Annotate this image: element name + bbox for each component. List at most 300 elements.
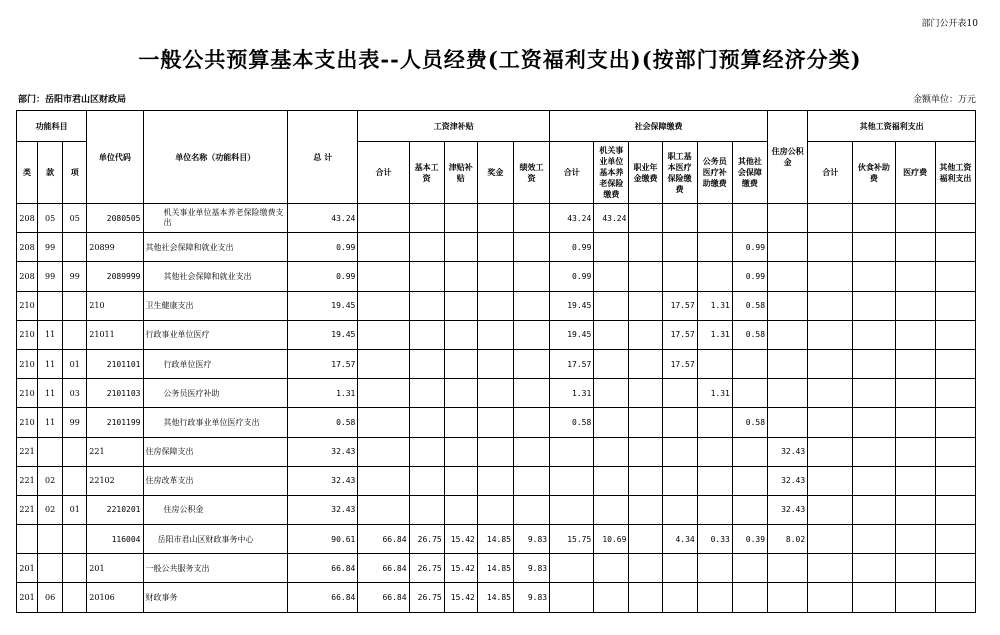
cell-medical xyxy=(662,437,697,466)
cell-med-fee xyxy=(895,262,935,291)
cell-basic-wage: 26.75 xyxy=(409,554,444,583)
header-unit-code: 单位代码 xyxy=(87,111,143,204)
cell-kuan: 11 xyxy=(38,320,63,349)
cell-other-social xyxy=(732,349,767,378)
cell-medical: 17.57 xyxy=(662,291,697,320)
cell-performance xyxy=(513,437,549,466)
cell-bonus xyxy=(477,262,513,291)
cell-bonus xyxy=(477,204,513,233)
cell-med-fee xyxy=(895,408,935,437)
cell-bonus xyxy=(477,379,513,408)
cell-xiang: 01 xyxy=(63,495,87,524)
cell-other-welfare xyxy=(935,262,975,291)
cell-total: 1.31 xyxy=(288,379,358,408)
cell-annuity xyxy=(629,233,662,262)
cell-other-welfare xyxy=(935,525,975,554)
cell-bonus xyxy=(477,320,513,349)
table-row xyxy=(17,320,976,349)
cell-total: 43.24 xyxy=(288,204,358,233)
cell-unit-code: 21011 xyxy=(87,320,143,349)
cell-total: 32.43 xyxy=(288,437,358,466)
cell-annuity xyxy=(629,204,662,233)
cell-other-welfare xyxy=(935,379,975,408)
cell-unit-code: 2101103 xyxy=(87,379,143,408)
cell-performance xyxy=(513,291,549,320)
table-row xyxy=(17,291,976,320)
cell-annuity xyxy=(629,408,662,437)
cell-kuan: 11 xyxy=(38,349,63,378)
cell-lei: 210 xyxy=(17,379,38,408)
cell-annuity xyxy=(629,379,662,408)
cell-housing-fund: 8.02 xyxy=(768,525,808,554)
cell-allowance: 15.42 xyxy=(444,554,477,583)
cell-pension: 10.69 xyxy=(594,525,629,554)
cell-other-welfare xyxy=(935,204,975,233)
cell-housing-fund xyxy=(768,233,808,262)
cell-pension xyxy=(594,583,629,612)
cell-unit-code: 2101199 xyxy=(87,408,143,437)
cell-wage-sum xyxy=(358,408,409,437)
cell-medical xyxy=(662,408,697,437)
cell-medical: 4.34 xyxy=(662,525,697,554)
cell-annuity xyxy=(629,466,662,495)
cell-meal xyxy=(853,495,895,524)
cell-kuan: 02 xyxy=(38,495,63,524)
cell-civil-medical xyxy=(697,583,732,612)
cell-bonus xyxy=(477,233,513,262)
cell-unit-code: 221 xyxy=(87,437,143,466)
cell-other-sum xyxy=(808,437,853,466)
table-row xyxy=(17,495,976,524)
cell-kuan: 11 xyxy=(38,379,63,408)
cell-pension xyxy=(594,291,629,320)
cell-allowance xyxy=(444,233,477,262)
cell-wage-sum xyxy=(358,291,409,320)
cell-performance xyxy=(513,233,549,262)
cell-unit-name: 其他行政事业单位医疗支出 xyxy=(143,408,288,437)
header-allowance: 津贴补贴 xyxy=(444,142,477,204)
table-row xyxy=(17,349,976,378)
cell-other-sum xyxy=(808,204,853,233)
cell-other-social: 0.58 xyxy=(732,408,767,437)
cell-social-sum: 0.99 xyxy=(550,262,594,291)
cell-unit-name: 岳阳市君山区财政事务中心 xyxy=(143,525,288,554)
header-other-group: 其他工资福利支出 xyxy=(808,111,976,142)
cell-med-fee xyxy=(895,291,935,320)
header-performance: 绩效工资 xyxy=(513,142,549,204)
cell-housing-fund xyxy=(768,349,808,378)
header-xiang: 项 xyxy=(63,142,87,204)
cell-social-sum: 17.57 xyxy=(550,349,594,378)
cell-other-sum xyxy=(808,233,853,262)
cell-performance xyxy=(513,349,549,378)
cell-xiang xyxy=(63,583,87,612)
cell-housing-fund xyxy=(768,379,808,408)
cell-annuity xyxy=(629,320,662,349)
cell-other-social xyxy=(732,204,767,233)
table-row xyxy=(17,204,976,233)
cell-performance xyxy=(513,466,549,495)
budget-table xyxy=(16,110,976,613)
cell-meal xyxy=(853,320,895,349)
table-row xyxy=(17,554,976,583)
cell-other-social xyxy=(732,379,767,408)
cell-bonus xyxy=(477,437,513,466)
header-housing-fund: 住房公积金 xyxy=(768,111,808,204)
cell-housing-fund xyxy=(768,204,808,233)
cell-medical: 17.57 xyxy=(662,349,697,378)
cell-kuan: 11 xyxy=(38,408,63,437)
cell-unit-name: 机关事业单位基本养老保险缴费支出 xyxy=(143,204,288,233)
cell-pension xyxy=(594,554,629,583)
cell-kuan: 06 xyxy=(38,583,63,612)
cell-wage-sum: 66.84 xyxy=(358,554,409,583)
header-civil-medical: 公务员医疗补助缴费 xyxy=(697,142,732,204)
cell-wage-sum xyxy=(358,262,409,291)
cell-performance xyxy=(513,320,549,349)
cell-meal xyxy=(853,554,895,583)
cell-pension xyxy=(594,320,629,349)
cell-civil-medical xyxy=(697,495,732,524)
cell-social-sum: 0.99 xyxy=(550,233,594,262)
cell-total: 90.61 xyxy=(288,525,358,554)
cell-unit-name: 其他社会保障和就业支出 xyxy=(143,233,288,262)
cell-med-fee xyxy=(895,379,935,408)
cell-basic-wage xyxy=(409,204,444,233)
cell-unit-code: 2080505 xyxy=(87,204,143,233)
cell-civil-medical xyxy=(697,466,732,495)
cell-med-fee xyxy=(895,525,935,554)
cell-medical xyxy=(662,204,697,233)
cell-other-welfare xyxy=(935,320,975,349)
header-annuity: 职业年金缴费 xyxy=(629,142,662,204)
cell-xiang: 03 xyxy=(63,379,87,408)
table-number-label: 部门公开表10 xyxy=(921,19,978,29)
header-basic-wage: 基本工资 xyxy=(409,142,444,204)
cell-social-sum xyxy=(550,583,594,612)
cell-unit-name: 公务员医疗补助 xyxy=(143,379,288,408)
cell-med-fee xyxy=(895,320,935,349)
cell-housing-fund xyxy=(768,408,808,437)
header-pension: 机关事业单位基本养老保险缴费 xyxy=(594,142,629,204)
cell-lei: 208 xyxy=(17,262,38,291)
cell-other-sum xyxy=(808,525,853,554)
department-label: 部门：岳阳市君山区财政局 xyxy=(18,95,127,105)
cell-other-welfare xyxy=(935,437,975,466)
cell-other-welfare xyxy=(935,466,975,495)
cell-xiang xyxy=(63,233,87,262)
cell-med-fee xyxy=(895,204,935,233)
cell-xiang xyxy=(63,554,87,583)
header-kuan: 款 xyxy=(38,142,63,204)
cell-bonus xyxy=(477,291,513,320)
header-social-sum: 合计 xyxy=(550,142,594,204)
cell-performance: 9.83 xyxy=(513,583,549,612)
cell-other-welfare xyxy=(935,349,975,378)
cell-med-fee xyxy=(895,495,935,524)
cell-basic-wage: 26.75 xyxy=(409,583,444,612)
cell-other-sum xyxy=(808,349,853,378)
cell-kuan xyxy=(38,291,63,320)
cell-social-sum xyxy=(550,466,594,495)
cell-kuan: 02 xyxy=(38,466,63,495)
cell-annuity xyxy=(629,525,662,554)
cell-pension xyxy=(594,437,629,466)
cell-unit-code: 210 xyxy=(87,291,143,320)
cell-unit-code: 2101101 xyxy=(87,349,143,378)
cell-annuity xyxy=(629,495,662,524)
cell-wage-sum xyxy=(358,349,409,378)
cell-lei: 208 xyxy=(17,233,38,262)
cell-other-social xyxy=(732,495,767,524)
cell-med-fee xyxy=(895,583,935,612)
cell-medical xyxy=(662,495,697,524)
cell-meal xyxy=(853,466,895,495)
cell-social-sum: 19.45 xyxy=(550,320,594,349)
cell-wage-sum xyxy=(358,320,409,349)
cell-total: 66.84 xyxy=(288,583,358,612)
cell-other-social: 0.58 xyxy=(732,320,767,349)
cell-lei: 201 xyxy=(17,554,38,583)
cell-bonus xyxy=(477,495,513,524)
cell-unit-name: 住房保障支出 xyxy=(143,437,288,466)
cell-other-social xyxy=(732,437,767,466)
cell-xiang: 99 xyxy=(63,408,87,437)
cell-other-sum xyxy=(808,291,853,320)
cell-social-sum: 0.58 xyxy=(550,408,594,437)
cell-basic-wage xyxy=(409,379,444,408)
cell-unit-name: 财政事务 xyxy=(143,583,288,612)
header-lei: 类 xyxy=(17,142,38,204)
table-row xyxy=(17,466,976,495)
cell-annuity xyxy=(629,349,662,378)
cell-unit-name: 行政单位医疗 xyxy=(143,349,288,378)
cell-xiang xyxy=(63,525,87,554)
cell-annuity xyxy=(629,291,662,320)
cell-total: 32.43 xyxy=(288,466,358,495)
table-row xyxy=(17,437,976,466)
cell-other-sum xyxy=(808,262,853,291)
table-row xyxy=(17,233,976,262)
cell-wage-sum xyxy=(358,233,409,262)
cell-unit-name: 住房公积金 xyxy=(143,495,288,524)
cell-allowance xyxy=(444,495,477,524)
header-unit-name: 单位名称（功能科目） xyxy=(143,111,288,204)
cell-xiang: 05 xyxy=(63,204,87,233)
cell-other-social xyxy=(732,466,767,495)
cell-performance: 9.83 xyxy=(513,554,549,583)
cell-other-social xyxy=(732,583,767,612)
header-func-subject: 功能科目 xyxy=(17,111,87,142)
cell-xiang xyxy=(63,320,87,349)
header-other-social: 其他社会保障缴费 xyxy=(732,142,767,204)
cell-unit-name: 住房改革支出 xyxy=(143,466,288,495)
cell-unit-name: 行政事业单位医疗 xyxy=(143,320,288,349)
cell-annuity xyxy=(629,554,662,583)
cell-civil-medical: 1.31 xyxy=(697,379,732,408)
cell-meal xyxy=(853,233,895,262)
cell-other-sum xyxy=(808,554,853,583)
table-row xyxy=(17,379,976,408)
cell-social-sum xyxy=(550,437,594,466)
cell-unit-name: 其他社会保障和就业支出 xyxy=(143,262,288,291)
cell-other-sum xyxy=(808,583,853,612)
cell-civil-medical xyxy=(697,408,732,437)
cell-wage-sum: 66.84 xyxy=(358,525,409,554)
cell-basic-wage: 26.75 xyxy=(409,525,444,554)
cell-annuity xyxy=(629,262,662,291)
cell-social-sum xyxy=(550,495,594,524)
cell-housing-fund xyxy=(768,554,808,583)
header-social-group: 社会保障缴费 xyxy=(550,111,768,142)
cell-total: 17.57 xyxy=(288,349,358,378)
header-other-welfare: 其他工资福利支出 xyxy=(935,142,975,204)
cell-total: 0.99 xyxy=(288,233,358,262)
cell-lei: 221 xyxy=(17,437,38,466)
cell-bonus xyxy=(477,349,513,378)
cell-basic-wage xyxy=(409,437,444,466)
cell-kuan: 99 xyxy=(38,262,63,291)
cell-housing-fund xyxy=(768,262,808,291)
cell-bonus xyxy=(477,408,513,437)
cell-xiang: 99 xyxy=(63,262,87,291)
cell-allowance xyxy=(444,262,477,291)
page-title: 一般公共预算基本支出表--人员经费(工资福利支出)(按部门预算经济分类) xyxy=(138,47,862,72)
cell-lei: 210 xyxy=(17,408,38,437)
cell-total: 0.99 xyxy=(288,262,358,291)
header-med-fee: 医疗费 xyxy=(895,142,935,204)
cell-housing-fund: 32.43 xyxy=(768,437,808,466)
cell-basic-wage xyxy=(409,466,444,495)
cell-other-social xyxy=(732,554,767,583)
cell-civil-medical xyxy=(697,349,732,378)
cell-med-fee xyxy=(895,554,935,583)
cell-housing-fund: 32.43 xyxy=(768,466,808,495)
cell-meal xyxy=(853,408,895,437)
cell-other-welfare xyxy=(935,233,975,262)
cell-performance xyxy=(513,262,549,291)
cell-basic-wage xyxy=(409,408,444,437)
cell-other-social: 0.99 xyxy=(732,233,767,262)
cell-other-social: 0.58 xyxy=(732,291,767,320)
cell-civil-medical xyxy=(697,262,732,291)
cell-lei: 221 xyxy=(17,466,38,495)
cell-performance: 9.83 xyxy=(513,525,549,554)
cell-med-fee xyxy=(895,437,935,466)
cell-performance xyxy=(513,495,549,524)
cell-medical xyxy=(662,233,697,262)
cell-civil-medical xyxy=(697,233,732,262)
cell-meal xyxy=(853,204,895,233)
cell-housing-fund xyxy=(768,320,808,349)
cell-xiang xyxy=(63,466,87,495)
cell-pension: 43.24 xyxy=(594,204,629,233)
cell-meal xyxy=(853,291,895,320)
cell-basic-wage xyxy=(409,262,444,291)
cell-allowance xyxy=(444,408,477,437)
cell-unit-code: 20106 xyxy=(87,583,143,612)
cell-med-fee xyxy=(895,233,935,262)
header-medical: 职工基本医疗保险缴费 xyxy=(662,142,697,204)
cell-other-sum xyxy=(808,466,853,495)
cell-pension xyxy=(594,408,629,437)
cell-wage-sum xyxy=(358,495,409,524)
cell-civil-medical xyxy=(697,204,732,233)
cell-allowance xyxy=(444,291,477,320)
cell-allowance xyxy=(444,320,477,349)
cell-kuan: 99 xyxy=(38,233,63,262)
cell-pension xyxy=(594,349,629,378)
cell-other-welfare xyxy=(935,495,975,524)
cell-pension xyxy=(594,466,629,495)
cell-civil-medical: 1.31 xyxy=(697,291,732,320)
cell-pension xyxy=(594,379,629,408)
cell-pension xyxy=(594,495,629,524)
cell-lei: 210 xyxy=(17,349,38,378)
cell-total: 32.43 xyxy=(288,495,358,524)
cell-basic-wage xyxy=(409,320,444,349)
cell-other-welfare xyxy=(935,554,975,583)
cell-kuan xyxy=(38,525,63,554)
cell-allowance: 15.42 xyxy=(444,583,477,612)
cell-medical xyxy=(662,554,697,583)
cell-other-sum xyxy=(808,320,853,349)
cell-unit-code: 116004 xyxy=(87,525,143,554)
header-other-sum: 合计 xyxy=(808,142,853,204)
cell-lei: 210 xyxy=(17,320,38,349)
header-wage-group: 工资津补贴 xyxy=(358,111,550,142)
cell-other-social: 0.39 xyxy=(732,525,767,554)
cell-bonus: 14.85 xyxy=(477,583,513,612)
table-row xyxy=(17,583,976,612)
cell-pension xyxy=(594,233,629,262)
cell-social-sum: 43.24 xyxy=(550,204,594,233)
cell-allowance xyxy=(444,379,477,408)
cell-other-sum xyxy=(808,379,853,408)
cell-allowance xyxy=(444,466,477,495)
cell-wage-sum xyxy=(358,379,409,408)
header-bonus: 奖金 xyxy=(477,142,513,204)
cell-social-sum: 19.45 xyxy=(550,291,594,320)
cell-performance xyxy=(513,379,549,408)
cell-meal xyxy=(853,379,895,408)
cell-xiang: 01 xyxy=(63,349,87,378)
cell-lei xyxy=(17,525,38,554)
header-wage-sum: 合计 xyxy=(358,142,409,204)
cell-wage-sum: 66.84 xyxy=(358,583,409,612)
cell-annuity xyxy=(629,583,662,612)
cell-med-fee xyxy=(895,466,935,495)
cell-bonus: 14.85 xyxy=(477,554,513,583)
cell-unit-code: 20899 xyxy=(87,233,143,262)
cell-total: 0.58 xyxy=(288,408,358,437)
cell-unit-name: 卫生健康支出 xyxy=(143,291,288,320)
cell-housing-fund xyxy=(768,583,808,612)
cell-housing-fund: 32.43 xyxy=(768,495,808,524)
cell-other-welfare xyxy=(935,583,975,612)
cell-kuan xyxy=(38,437,63,466)
cell-bonus xyxy=(477,466,513,495)
cell-total: 19.45 xyxy=(288,320,358,349)
cell-civil-medical xyxy=(697,554,732,583)
cell-social-sum: 1.31 xyxy=(550,379,594,408)
cell-unit-code: 22102 xyxy=(87,466,143,495)
cell-basic-wage xyxy=(409,291,444,320)
cell-total: 66.84 xyxy=(288,554,358,583)
cell-meal xyxy=(853,583,895,612)
cell-basic-wage xyxy=(409,495,444,524)
cell-other-welfare xyxy=(935,291,975,320)
